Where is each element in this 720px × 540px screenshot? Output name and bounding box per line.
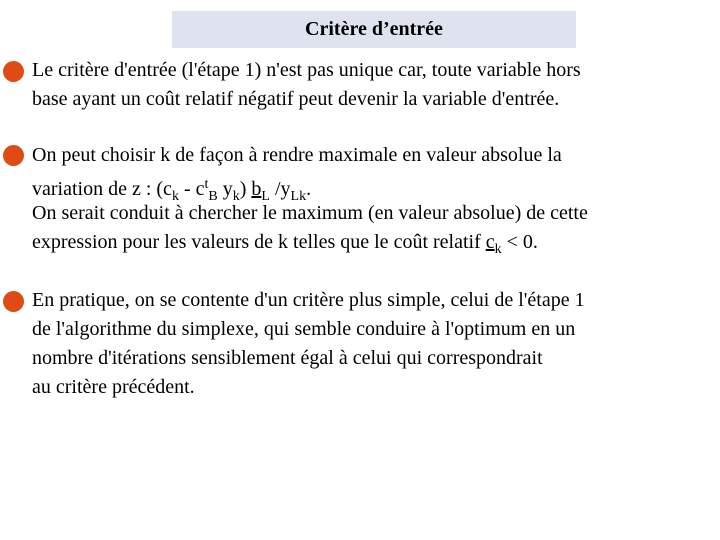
vector-b: b [251,178,262,200]
formula-text: /y [269,178,291,200]
superscript-t: t [204,177,209,192]
bullet-3-line-2: de l'algorithme du simplexe, qui semble conduire à l'optimum en un [32,318,576,340]
formula-text: . [306,178,312,200]
bullet-text-3 [32,286,712,402]
formula-text: y [217,178,233,200]
subscript-B: B [208,189,218,204]
formula-text: variation de z : (c [32,178,172,200]
slide-title: Critère d’entrée [305,18,443,40]
subscript-k: k [171,189,179,204]
bullet-dot-icon [3,61,24,82]
bullet-text-2 [32,141,712,257]
subscript-k: k [494,242,502,257]
slide-title-box [172,11,576,48]
bullet-2-line-2 [32,170,712,204]
bullet-2-line-1: On peut choisir k de façon à rendre maximale en valeur absolue la [32,144,562,166]
formula-text: - c [178,178,205,200]
formula-text: ) [239,178,252,200]
bullet-1-line-1: Le critère d'entrée (l'étape 1) n'est pas unique car, toute variable hors [32,59,581,81]
vector-c: c [485,231,495,253]
bullet-1-line-2: base ayant un coût relatif négatif peut devenir la variable d'entrée. [32,88,560,110]
subscript-Lk: Lk [290,189,307,204]
subscript-k: k [232,189,240,204]
bullet-3-line-3: nombre d'itérations sensiblement égal à celui qui correspondrait [32,347,543,369]
subscript-L: L [261,189,270,204]
bullet-3-line-4: au critère précédent. [32,376,195,398]
bullet-2-line-3: On serait conduit à chercher le maximum (en valeur absolue) de cette [32,202,588,224]
bullet-dot-icon [3,291,24,312]
formula-text: expression pour les valeurs de k telles que le coût relatif [32,231,486,253]
formula-text: < 0. [501,231,538,253]
bullet-2-line-4 [32,228,712,257]
bullet-3-line-1: En pratique, on se contente d'un critère plus simple, celui de l'étape 1 [32,289,585,311]
bullet-dot-icon [3,145,24,166]
bullet-text-1 [32,56,712,114]
